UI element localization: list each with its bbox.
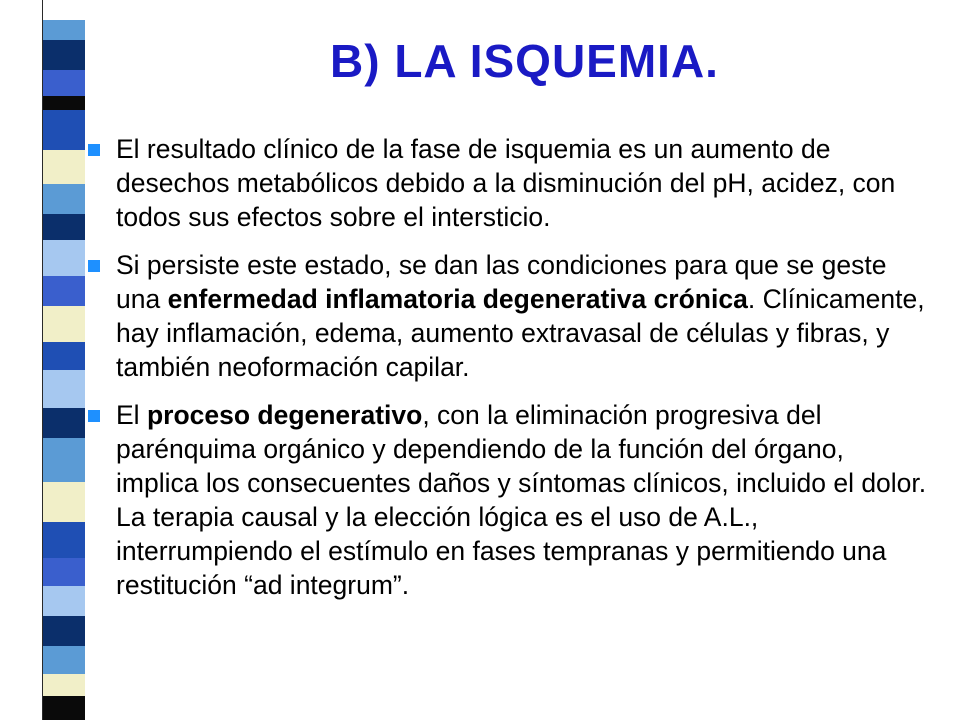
bullet-item xyxy=(88,132,928,234)
slide-title: B) LA ISQUEMIA. xyxy=(330,35,719,87)
stripe-block xyxy=(42,214,85,240)
bullet-bold-text: enfermedad inflamatoria degenerativa crónica xyxy=(167,284,748,314)
stripe-block xyxy=(42,482,85,522)
bullet-item xyxy=(88,398,928,602)
bullet-text: . Clínicamente, hay inflamación, edema, aumento extravasal de células y fibras, y también neoformación capilar. xyxy=(116,284,925,382)
stripe-block xyxy=(42,646,85,674)
stripe-block xyxy=(42,522,85,558)
stripe-left-line xyxy=(42,0,43,720)
bullet-text: El resultado clínico de la fase de isquemia es un aumento de desechos metabólicos debido a la disminución del pH, acidez, con todos sus efectos sobre el intersticio. xyxy=(116,134,896,232)
stripe-block xyxy=(42,674,85,696)
stripe-rail xyxy=(0,0,42,720)
stripe-block xyxy=(42,616,85,646)
stripe-block xyxy=(42,370,85,408)
stripe-block xyxy=(42,276,85,306)
stripe-block xyxy=(42,408,85,438)
stripe-block xyxy=(42,184,85,214)
bullet-item xyxy=(88,248,928,384)
stripe-block xyxy=(42,150,85,184)
stripe-block xyxy=(42,20,85,40)
stripe-block xyxy=(42,306,85,342)
stripe-block xyxy=(42,110,85,150)
stripe-block xyxy=(42,558,85,586)
bullet-bold-text: proceso degenerativo xyxy=(146,400,423,430)
stripe-block xyxy=(42,40,85,70)
stripe-block xyxy=(42,586,85,616)
stripe-block xyxy=(42,438,85,482)
stripe-block xyxy=(42,342,85,370)
stripe-block xyxy=(42,96,85,110)
square-bullet-icon xyxy=(88,144,100,156)
bullet-text: El xyxy=(116,400,147,430)
bullet-text: Si persiste este estado, se dan las condiciones para que se geste una xyxy=(116,250,887,314)
square-bullet-icon xyxy=(88,410,100,422)
stripe-block xyxy=(42,240,85,276)
stripe-block xyxy=(42,70,85,96)
bullet-text: , con la eliminación progresiva del parénquima orgánico y dependiendo de la función del órgano, implica los consecuentes daños y síntomas clínicos, incluido el dolor. La terapia causal y la elección lógica es el uso de A.L., interrumpiendo el estímulo en fases tempranas y permitiendo una restitución “ad integrum”. xyxy=(116,400,927,600)
square-bullet-icon xyxy=(88,260,100,272)
stripe-block xyxy=(42,0,85,20)
stripe-block xyxy=(42,696,85,720)
bullet-list xyxy=(88,132,928,616)
